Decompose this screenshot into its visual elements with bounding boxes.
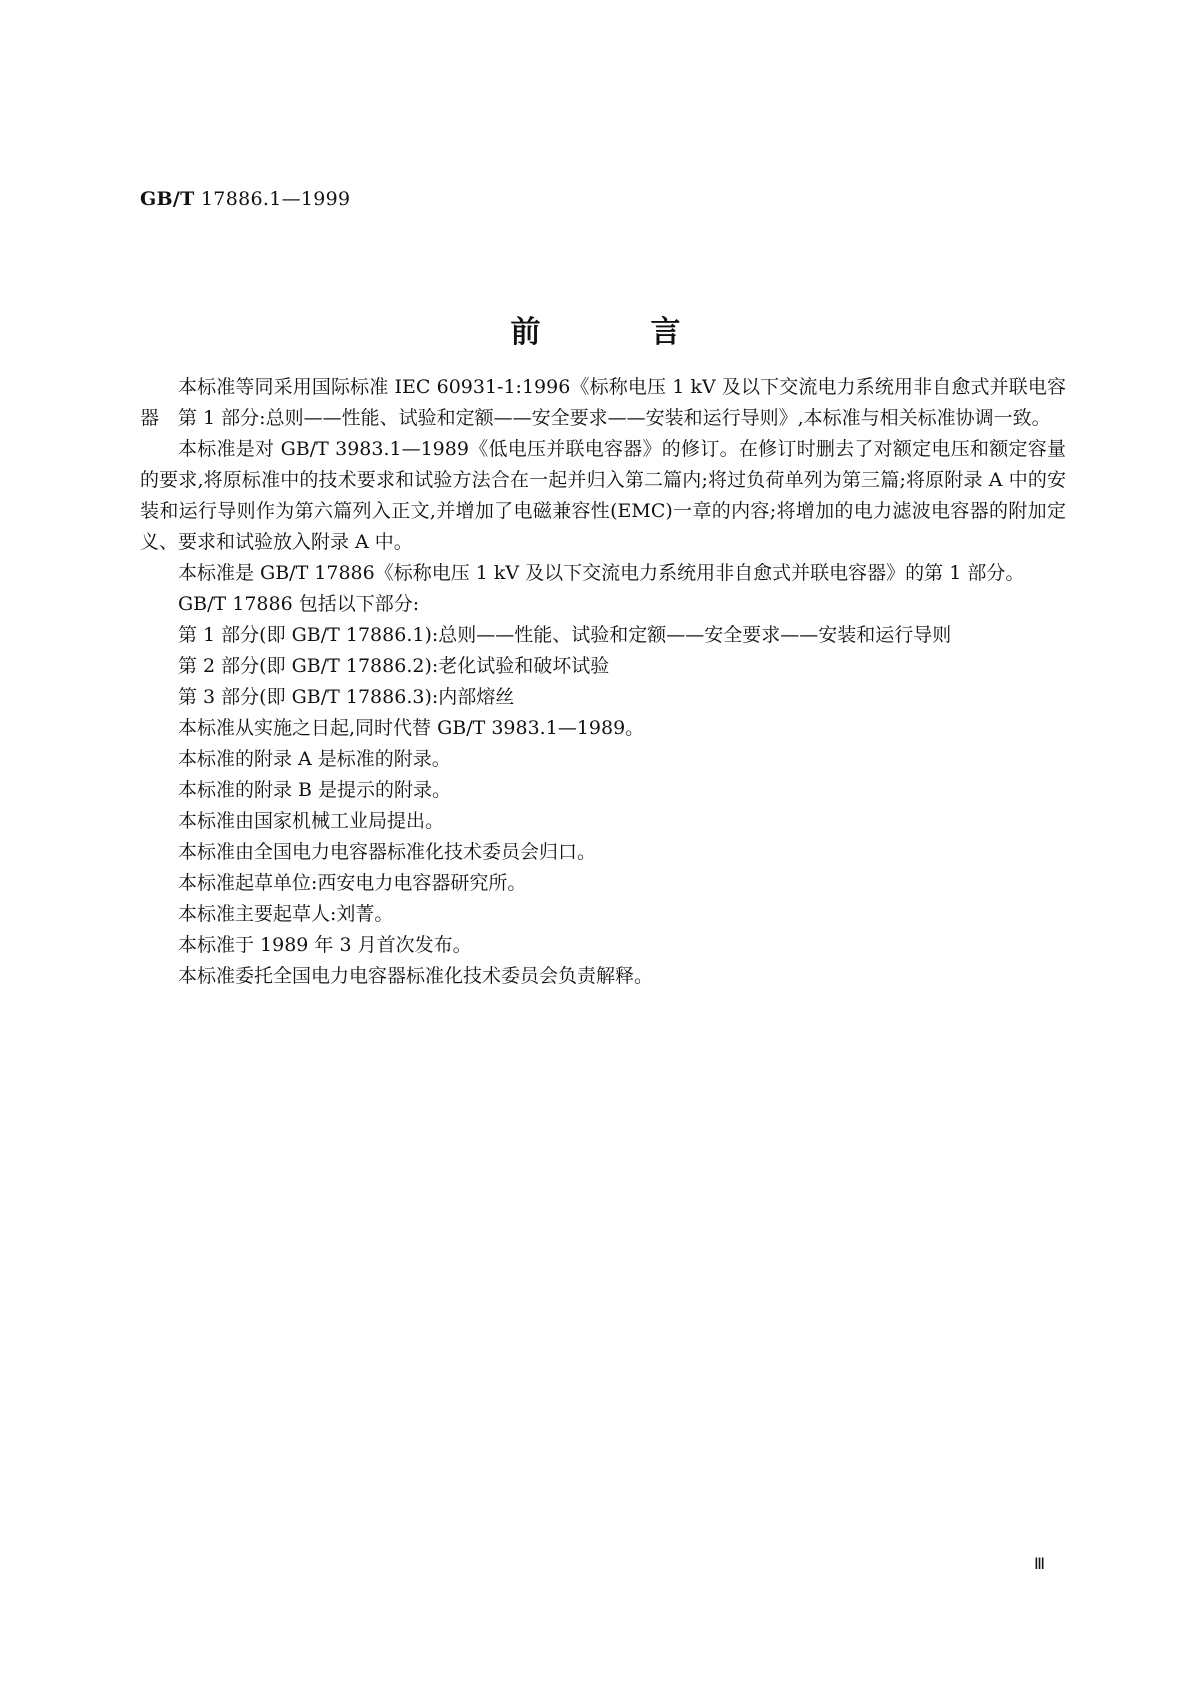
paragraph: 本标准委托全国电力电容器标准化技术委员会负责解释。 [178,965,654,987]
standard-number: 17886.1—1999 [200,188,351,210]
paragraph: 本标准等同采用国际标准 IEC 60931-1:1996《标称电压 1 kV 及以下交流电力系统用非自愈式并联电容器 第 1 部分:总则——性能、试验和定额——安全要求——安装和运行导则》,本标准与相关标准协调一致。 [140,376,1066,429]
paragraph: 第 1 部分(即 GB/T 17886.1):总则——性能、试验和定额——安全要求——安装和运行导则 [178,624,952,646]
paragraph: 本标准主要起草人:刘菁。 [178,903,394,925]
document-header [140,188,350,210]
paragraph: GB/T 17886 包括以下部分: [178,593,420,615]
paragraph: 本标准起草单位:西安电力电容器研究所。 [178,872,527,894]
paragraph: 第 2 部分(即 GB/T 17886.2):老化试验和破坏试验 [178,655,610,677]
paragraph: 本标准的附录 B 是提示的附录。 [178,779,452,801]
paragraph: 本标准由国家机械工业局提出。 [178,810,445,832]
paragraph: 本标准于 1989 年 3 月首次发布。 [178,934,472,956]
paragraph: 本标准是 GB/T 17886《标称电压 1 kV 及以下交流电力系统用非自愈式并联电容器》的第 1 部分。 [178,562,1025,584]
paragraph: 本标准由全国电力电容器标准化技术委员会归口。 [178,841,597,863]
page-number: Ⅲ [1034,1556,1046,1573]
paragraph: 本标准的附录 A 是标准的附录。 [178,748,451,770]
paragraph: 第 3 部分(即 GB/T 17886.3):内部熔丝 [178,686,515,708]
foreword-body [140,372,1066,992]
paragraph: 本标准从实施之日起,同时代替 GB/T 3983.1—1989。 [178,717,645,739]
standard-code: GB/T [140,188,195,210]
paragraph: 本标准是对 GB/T 3983.1—1989《低电压并联电容器》的修订。在修订时删去了对额定电压和额定容量的要求,将原标准中的技术要求和试验方法合在一起并归入第二篇内;将过负荷单列为第三篇;将原附录 A 中的安装和运行导则作为第六篇列入正文,并增加了电磁兼容性(EMC)一章的内容;将增加的电力滤波电容器的附加定义、要求和试验放入附录 A 中。 [140,438,1066,553]
page-title: 前言 [510,315,791,350]
